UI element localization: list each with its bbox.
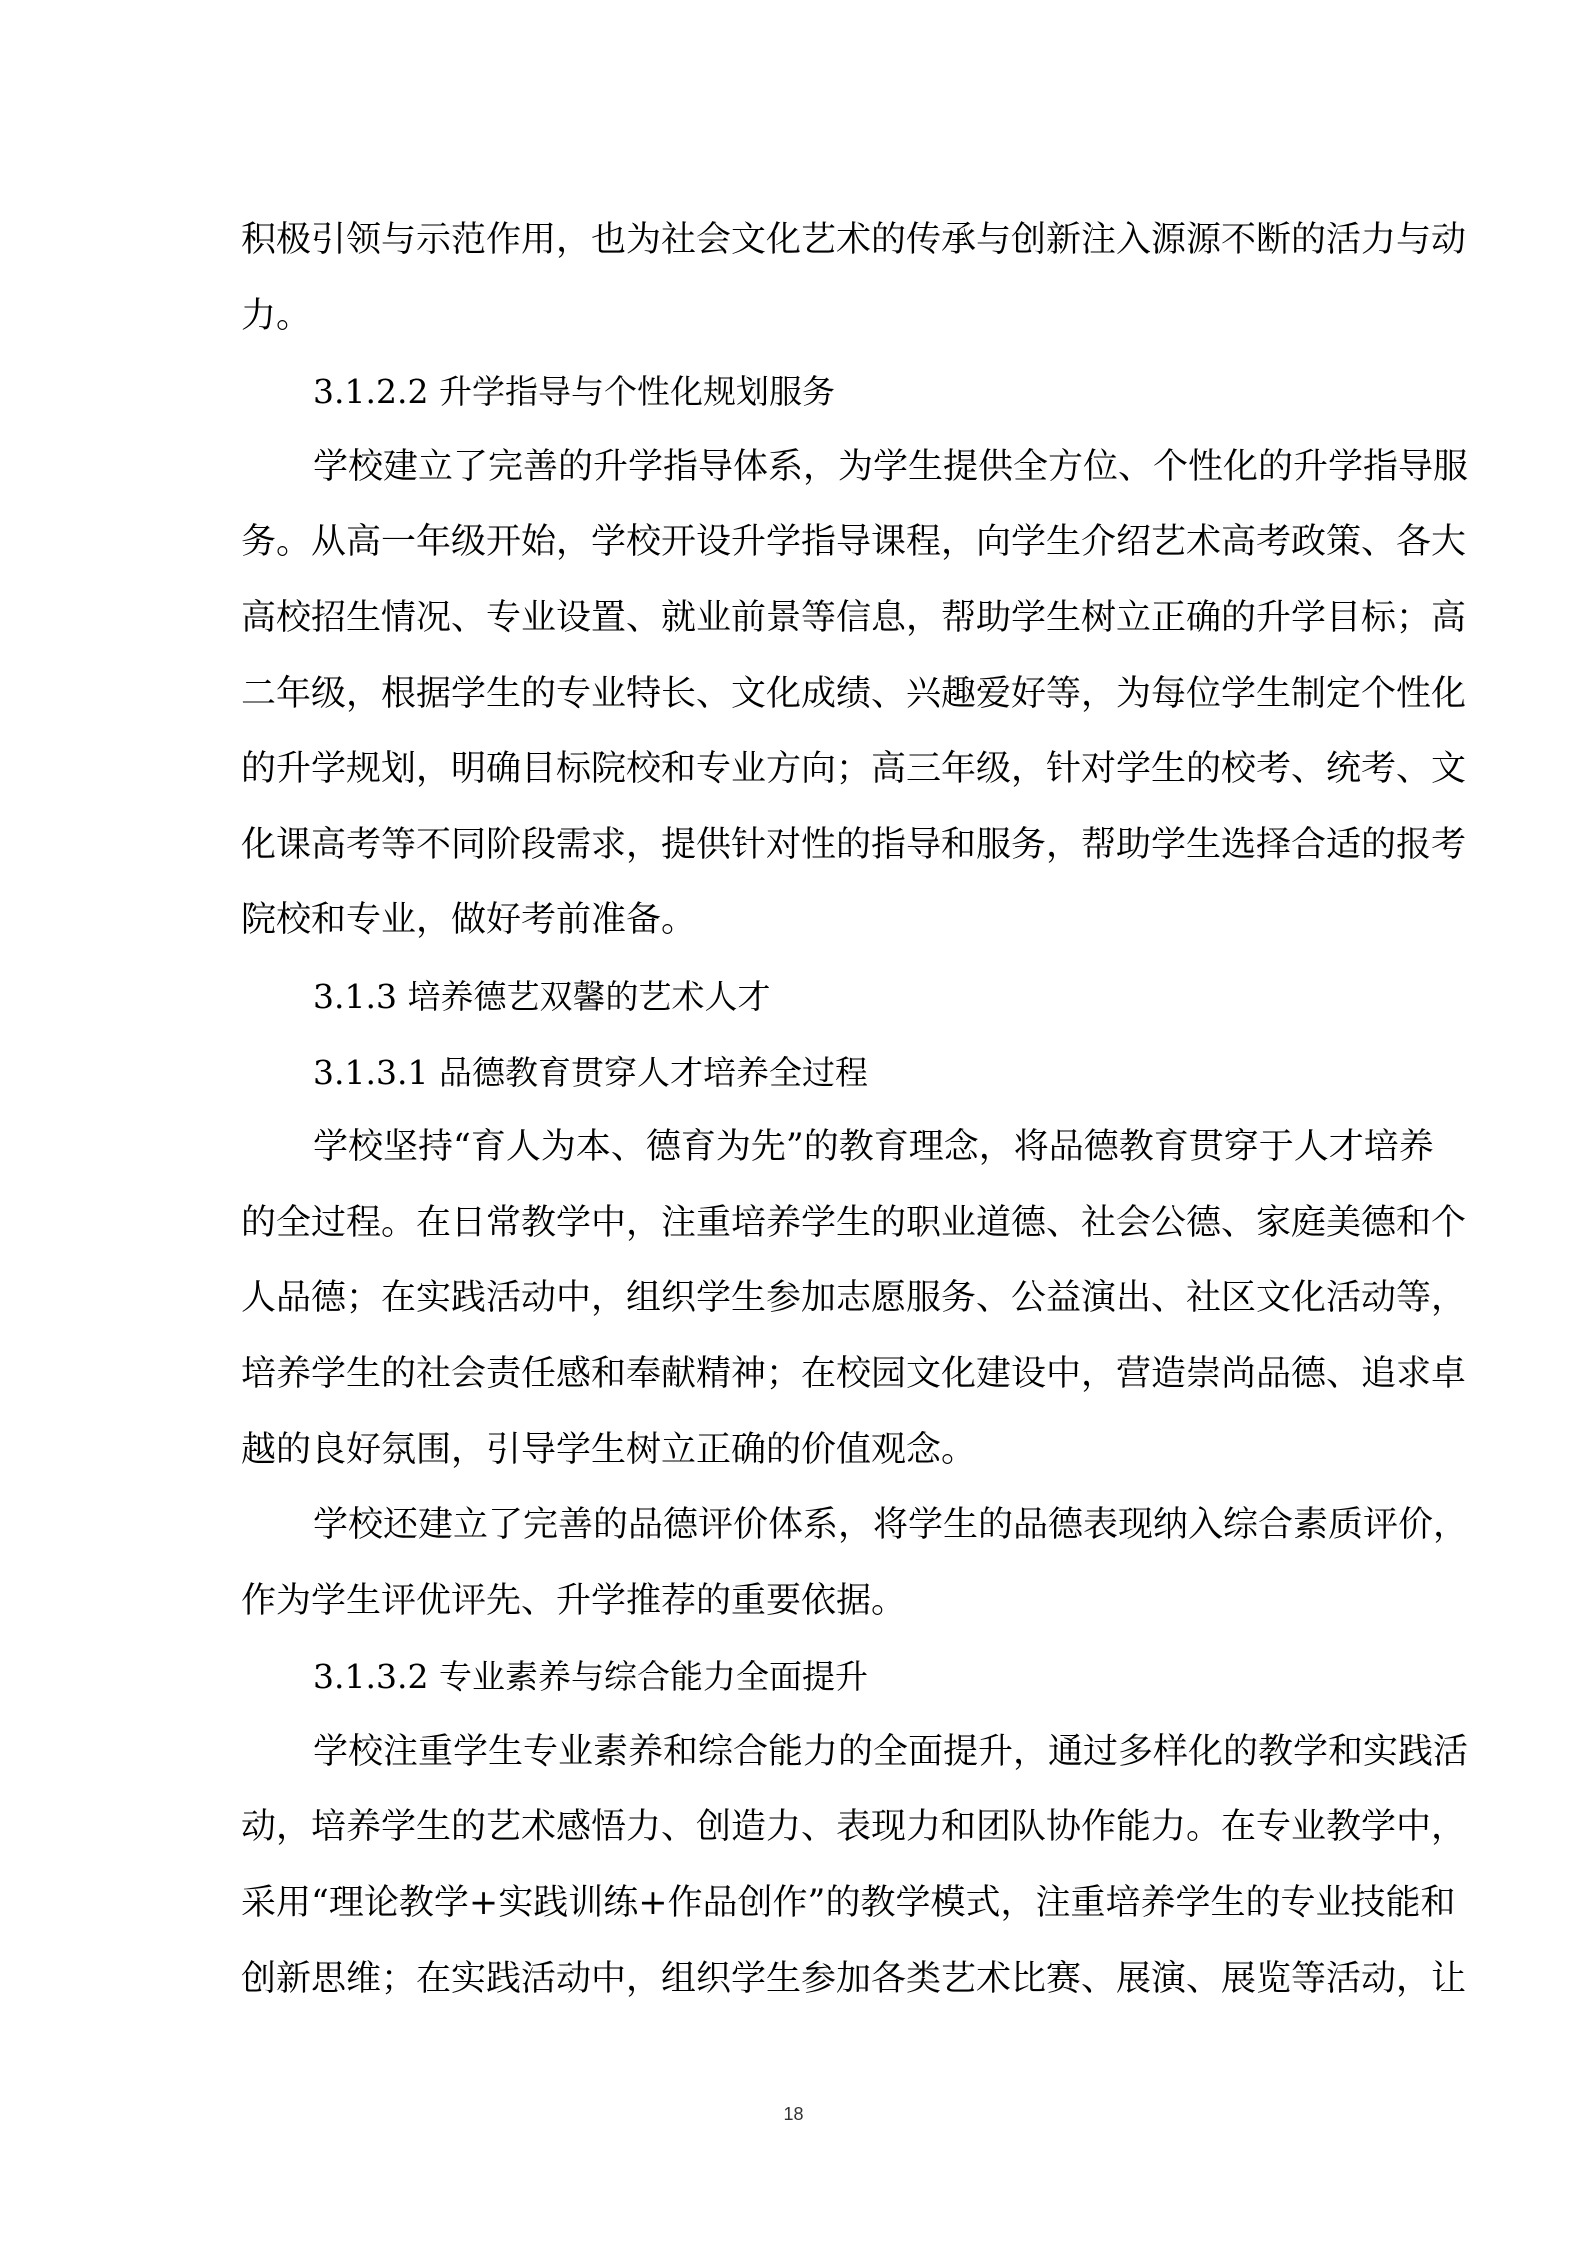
document-body: [241, 203, 1469, 2017]
heading-text: 3.1.2.2 升学指导与个性化规划服务: [313, 372, 835, 412]
text-line: 创新思维；在实践活动中，组织学生参加各类艺术比赛、展演、展览等活动，让: [241, 1958, 1467, 1999]
text-line: 二年级，根据学生的专业特长、文化成绩、兴趣爱好等，为每位学生制定个性化: [241, 673, 1467, 714]
text-line: 的升学规划，明确目标院校和专业方向；高三年级，针对学生的校考、统考、文: [241, 749, 1467, 790]
text-line: 院校和专业，做好考前准备。: [241, 900, 697, 941]
text-line: 积极引领与示范作用，也为社会文化艺术的传承与创新注入源源不断的活力与动: [241, 220, 1467, 260]
text-line: 化课高考等不同阶段需求，提供针对性的指导和服务，帮助学生选择合适的报考: [241, 824, 1467, 865]
heading-text: 3.1.3 培养德艺双馨的艺术人才: [313, 976, 771, 1016]
text-line: 作为学生评优评先、升学推荐的重要依据。: [241, 1580, 907, 1621]
section-heading: [241, 1035, 1358, 1111]
heading-text: 3.1.3.2 专业素养与综合能力全面提升: [313, 1657, 868, 1697]
paragraph: [241, 430, 1469, 959]
heading-text: 3.1.3.1 品德教育贯穿人才培养全过程: [313, 1052, 868, 1092]
text-line: 动，培养学生的艺术感悟力、创造力、表现力和团队协作能力。在专业教学中，: [241, 1807, 1467, 1848]
paragraph: [241, 1488, 1469, 1639]
text-line: 越的良好氛围，引导学生树立正确的价值观念。: [241, 1429, 977, 1470]
text-line: 培养学生的社会责任感和奉献精神；在校园文化建设中，营造崇尚品德、追求卓: [241, 1353, 1467, 1394]
text-line: 学校还建立了完善的品德评价体系，将学生的品德表现纳入综合素质评价，: [313, 1505, 1469, 1546]
text-line: 学校建立了完善的升学指导体系，为学生提供全方位、个性化的升学指导服: [313, 446, 1469, 487]
page-number: 18: [783, 2104, 804, 2124]
text-line: 务。从高一年级开始，学校开设升学指导课程，向学生介绍艺术高考政策、各大: [241, 522, 1467, 563]
text-line: 力。: [241, 295, 312, 336]
section-heading: [241, 959, 1358, 1035]
text-line: 人品德；在实践活动中，组织学生参加志愿服务、公益演出、社区文化活动等，: [241, 1278, 1467, 1319]
paragraph: [241, 1715, 1469, 2017]
paragraph: [241, 1110, 1467, 1488]
text-line: 的全过程。在日常教学中，注重培养学生的职业道德、社会公德、家庭美德和个: [241, 1202, 1467, 1243]
section-heading: [241, 1639, 1358, 1715]
text-line: 高校招生情况、专业设置、就业前景等信息，帮助学生树立正确的升学目标；高: [241, 597, 1467, 638]
text-line: 学校注重学生专业素养和综合能力的全面提升，通过多样化的教学和实践活: [313, 1731, 1469, 1772]
text-line: 采用“理论教学+实践训练+作品创作”的教学模式，注重培养学生的专业技能和: [241, 1883, 1456, 1924]
paragraph: [241, 203, 1467, 354]
section-heading: [241, 354, 1358, 430]
text-line: 学校坚持“育人为本、德育为先”的教育理念，将品德教育贯穿于人才培养: [313, 1127, 1434, 1168]
